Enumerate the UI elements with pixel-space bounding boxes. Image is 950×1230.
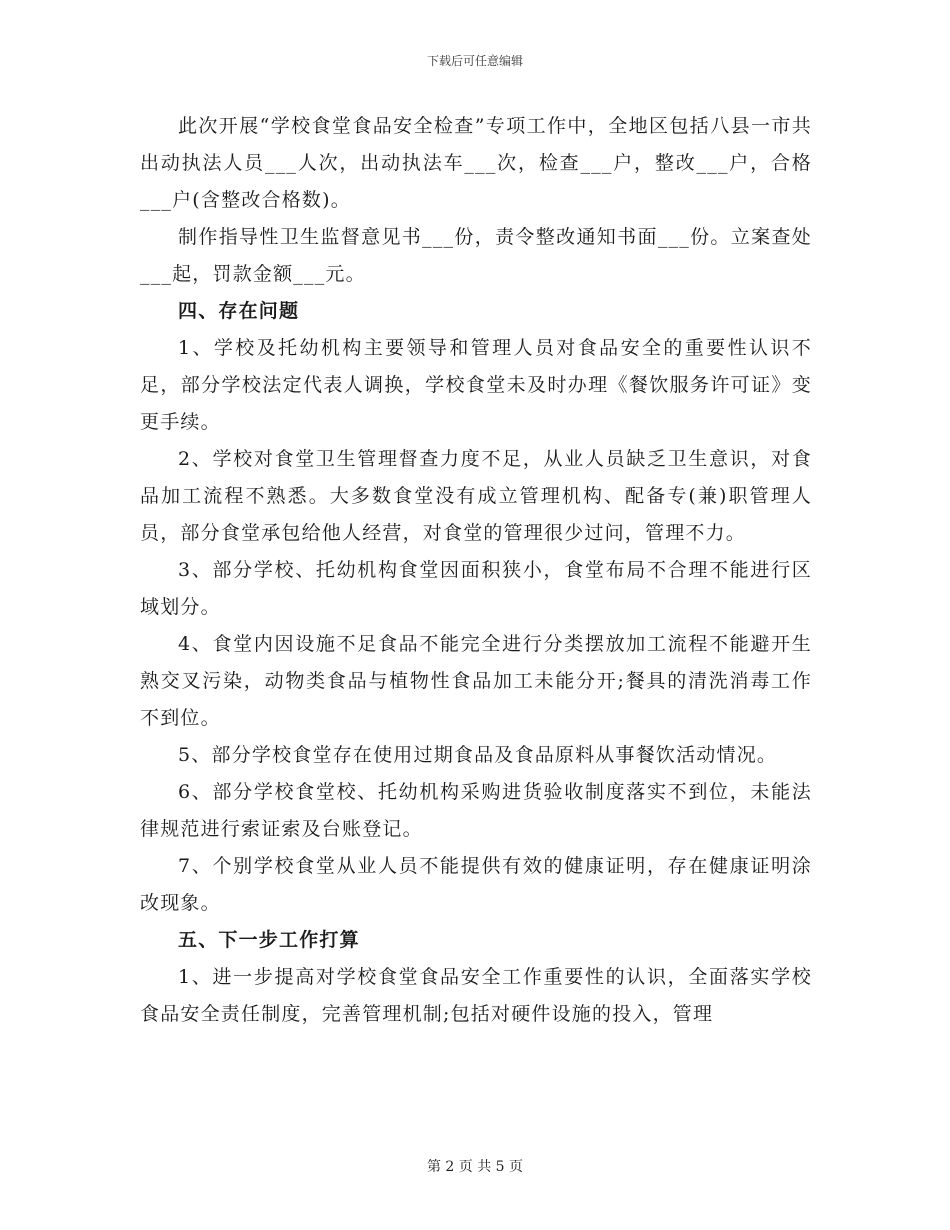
paragraph: 2、学校对食堂卫生管理督查力度不足，从业人员缺乏卫生意识，对食品加工流程不熟悉。大多数食堂没有成立管理机构、配备专(兼)职管理人员，部分食堂承包给他人经营，对食堂的管理很少过问，管理不力。 — [140, 448, 812, 544]
page-footer: 第 2 页 共 5 页 — [426, 1159, 524, 1175]
paragraph: 4、食堂内因设施不足食品不能完全进行分类摆放加工流程不能避开生熟交叉污染，动物类食品与植物性食品加工未能分开;餐具的清洗消毒工作不到位。 — [140, 633, 812, 729]
paragraph: 制作指导性卫生监督意见书___份，责令整改通知书面___份。立案查处___起，罚款金额___元。 — [140, 226, 812, 285]
paragraph: 5、部分学校食堂存在使用过期食品及食品原料从事餐饮活动情况。 — [178, 744, 778, 766]
paragraph: 3、部分学校、托幼机构食堂因面积狭小，食堂布局不合理不能进行区域划分。 — [140, 559, 812, 618]
page-header: 下载后可任意编辑 — [426, 54, 523, 68]
section-heading: 五、下一步工作打算 — [178, 929, 360, 951]
paragraph: 此次开展“学校食堂食品安全检查”专项工作中，全地区包括八县一市共出动执法人员___人次，出动执法车___次，检查___户，整改___户，合格___户(含整改合格数)。 — [140, 115, 812, 211]
document-body — [140, 108, 812, 1033]
section-heading: 四、存在问题 — [178, 300, 300, 322]
paragraph: 7、个别学校食堂从业人员不能提供有效的健康证明，存在健康证明涂改现象。 — [140, 855, 812, 914]
paragraph: 1、进一步提高对学校食堂食品安全工作重要性的认识，全面落实学校食品安全责任制度，完善管理机制;包括对硬件设施的投入，管理 — [140, 966, 812, 1025]
paragraph: 6、部分学校食堂校、托幼机构采购进货验收制度落实不到位，未能法律规范进行索证索及台账登记。 — [140, 781, 812, 840]
paragraph: 1、学校及托幼机构主要领导和管理人员对食品安全的重要性认识不足，部分学校法定代表人调换，学校食堂未及时办理《餐饮服务许可证》变更手续。 — [140, 337, 812, 433]
